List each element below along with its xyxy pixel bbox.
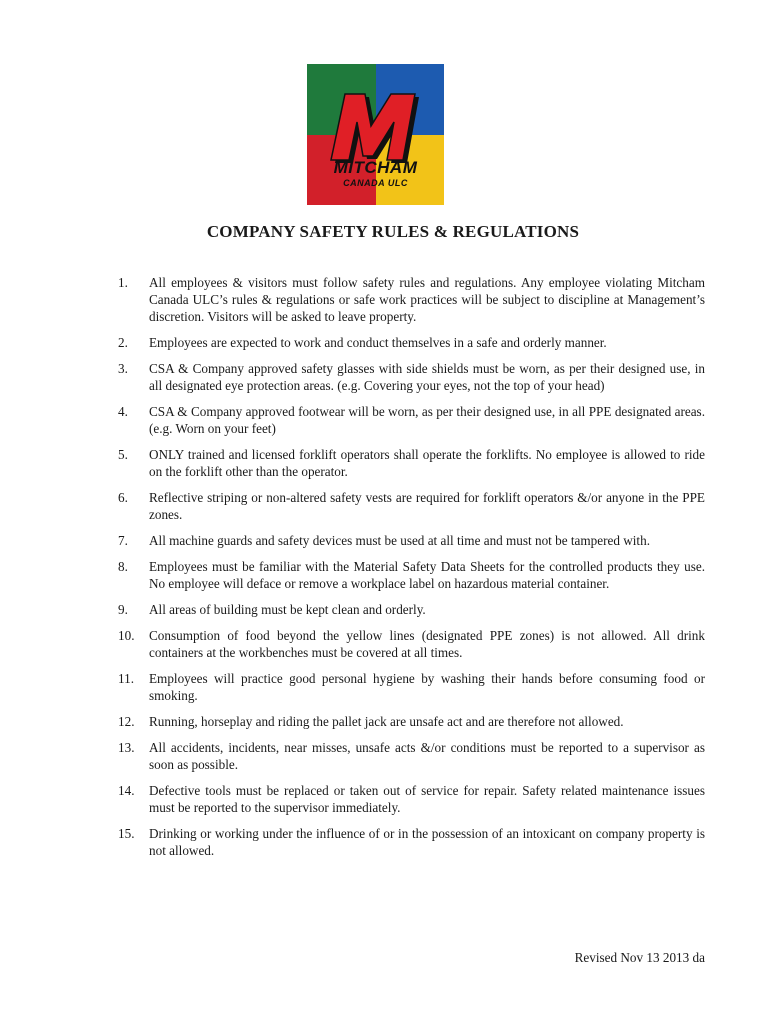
rule-item bbox=[118, 627, 705, 661]
rule-item bbox=[118, 739, 705, 773]
rule-item bbox=[118, 558, 705, 592]
rule-item bbox=[118, 446, 705, 480]
rule-text: Running, horseplay and riding the pallet jack are unsafe act and are therefore not allowed. bbox=[149, 714, 624, 729]
rule-text: Employees must be familiar with the Material Safety Data Sheets for the controlled products they use. No employee will deface or remove a workplace label on hazardous material container. bbox=[149, 559, 705, 591]
rule-text: CSA & Company approved safety glasses with side shields must be worn, as per their designed use, in all designated eye protection areas. (e.g. Covering your eyes, not the top of your head) bbox=[149, 361, 705, 393]
rule-text: Employees will practice good personal hygiene by washing their hands before consuming food or smoking. bbox=[149, 671, 705, 703]
rule-item bbox=[118, 334, 705, 351]
rule-text: CSA & Company approved footwear will be worn, as per their designed use, in all PPE designated areas. (e.g. Worn on your feet) bbox=[149, 404, 705, 436]
rule-number: 2. bbox=[118, 335, 128, 350]
logo-name: MITCHAM bbox=[333, 158, 418, 177]
rule-text: ONLY trained and licensed forklift operators shall operate the forklifts. No employee is allowed to ride on the forklift other than the operator. bbox=[149, 447, 705, 479]
rule-number: 3. bbox=[118, 361, 128, 376]
rule-number: 13. bbox=[118, 740, 135, 755]
rule-number: 4. bbox=[118, 404, 128, 419]
rules-list bbox=[118, 274, 705, 868]
rule-item bbox=[118, 274, 705, 325]
rule-text: Drinking or working under the influence of or in the possession of an intoxicant on company property is not allowed. bbox=[149, 826, 705, 858]
rule-number: 5. bbox=[118, 447, 128, 462]
rule-item bbox=[118, 489, 705, 523]
rule-number: 10. bbox=[118, 628, 135, 643]
rule-text: Consumption of food beyond the yellow lines (designated PPE zones) is not allowed. All drink containers at the workbenches must be covered at all times. bbox=[149, 628, 705, 660]
rule-item bbox=[118, 782, 705, 816]
rule-text: All accidents, incidents, near misses, unsafe acts &/or conditions must be reported to a supervisor as soon as possible. bbox=[149, 740, 705, 772]
company-logo bbox=[307, 64, 444, 205]
rule-item bbox=[118, 713, 705, 730]
logo-subtitle: CANADA ULC bbox=[343, 178, 408, 188]
rule-text: All machine guards and safety devices must be used at all time and must not be tampered with. bbox=[149, 533, 650, 548]
rule-item bbox=[118, 670, 705, 704]
rule-number: 1. bbox=[118, 275, 128, 290]
rule-item bbox=[118, 403, 705, 437]
rule-item bbox=[118, 825, 705, 859]
rule-number: 8. bbox=[118, 559, 128, 574]
rule-text: Reflective striping or non-altered safety vests are required for forklift operators &/or anyone in the PPE zones. bbox=[149, 490, 705, 522]
rule-text: Employees are expected to work and conduct themselves in a safe and orderly manner. bbox=[149, 335, 607, 350]
rule-number: 12. bbox=[118, 714, 135, 729]
document-title: COMPANY SAFETY RULES & REGULATIONS bbox=[206, 222, 580, 241]
rule-number: 6. bbox=[118, 490, 128, 505]
rule-text: All employees & visitors must follow safety rules and regulations. Any employee violating Mitcham Canada ULC’s rules & regulations or safe work practices will be subject to discipline at Management’s discretion. Visitors will be asked to leave property. bbox=[149, 275, 705, 324]
rule-text: All areas of building must be kept clean and orderly. bbox=[149, 602, 426, 617]
rule-item bbox=[118, 360, 705, 394]
rule-number: 11. bbox=[118, 671, 134, 686]
rule-item bbox=[118, 601, 705, 618]
rule-number: 15. bbox=[118, 826, 135, 841]
rule-item bbox=[118, 532, 705, 549]
revision-note: Revised Nov 13 2013 da bbox=[574, 950, 705, 965]
rule-number: 7. bbox=[118, 533, 128, 548]
rule-text: Defective tools must be replaced or taken out of service for repair. Safety related maintenance issues must be reported to the supervisor immediately. bbox=[149, 783, 705, 815]
rule-number: 9. bbox=[118, 602, 128, 617]
rule-number: 14. bbox=[118, 783, 135, 798]
